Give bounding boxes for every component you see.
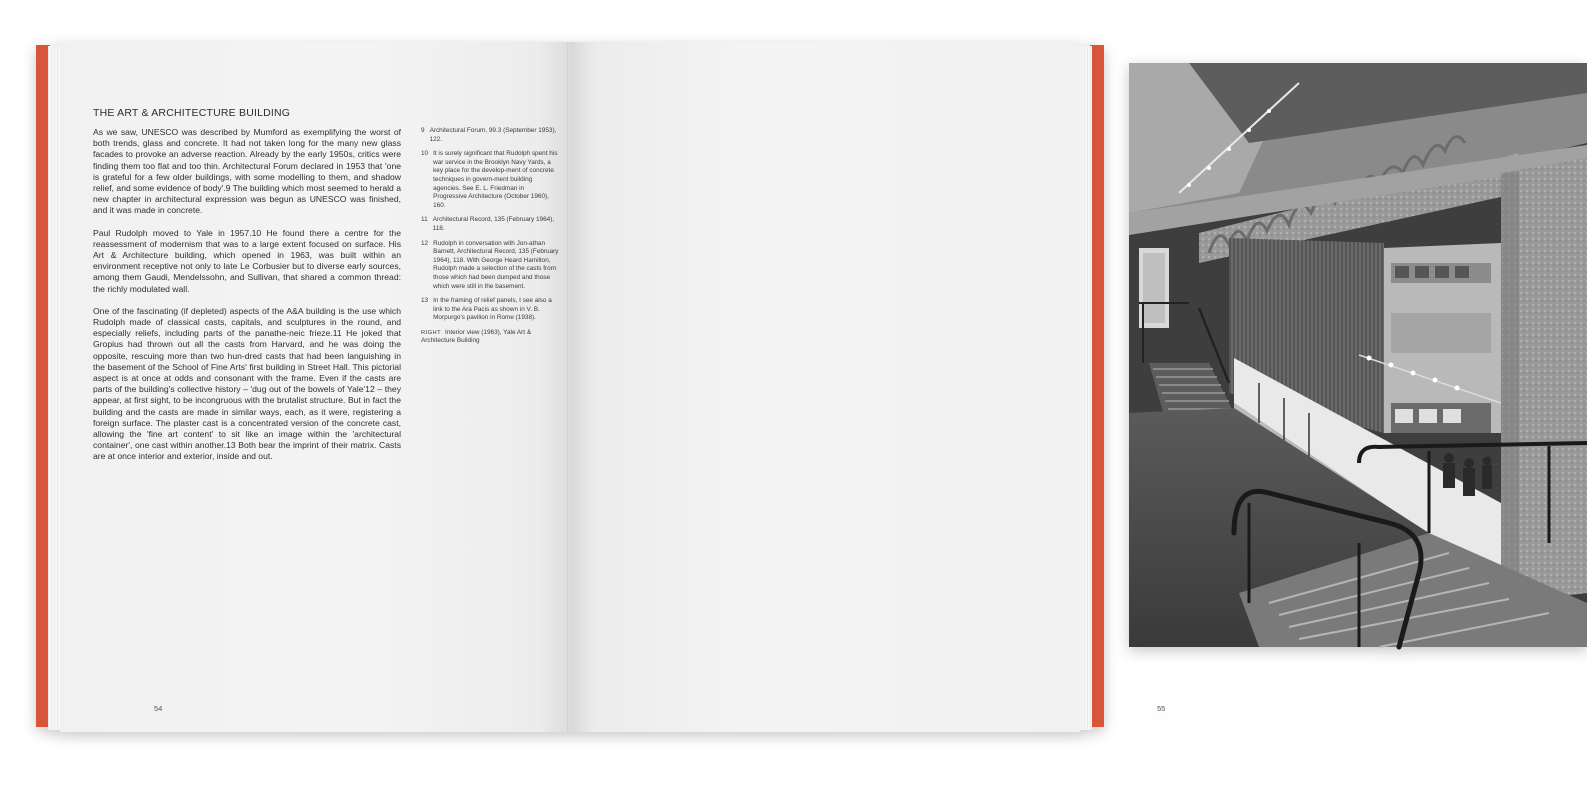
footnote-number: 9 (421, 127, 425, 134)
page-number-right: 55 (1157, 704, 1166, 713)
footnote-text: Architectural Forum, 99.3 (September 1953), 122. (429, 127, 557, 143)
footnote-text: Rudolph in conversation with Jon-athan Barnett, Architectural Record, 135 (February 1964), 118. With George Heard Hamilton, Rudolph made a selection of the casts from those which had been dumped and those which were still in the basement. (433, 239, 559, 290)
book-spread (36, 42, 1166, 734)
footnote-number: 10 (421, 150, 429, 158)
body-paragraph: As we saw, UNESCO was described by Mumford as exemplifying the worst of both trends, glass and concrete. It had not taken long for the many new glass facades to provoke an adverse reaction. Already by the early 1950s, critics were finding them too flat and too thin. Architectural Forum declared in 1953 that 'one is grateful for a few older buildings, with some modelling to them, and shadow relief, and some evidence of body'.9 The building which most seemed to herald a new chapter in architectural expression was begun as UNESCO was finished, and it was made in concrete. (93, 127, 401, 216)
interior-photo-illustration (1129, 63, 1587, 647)
page-number-left: 54 (154, 704, 163, 713)
footnote-text: Architectural Record, 135 (February 1964), 118. (432, 216, 555, 232)
image-caption (421, 329, 559, 346)
book-cover-edge-right (1090, 45, 1104, 727)
caption-text: Interior view (1963), Yale Art & Architecture Building (421, 328, 532, 345)
body-paragraph: One of the fascinating (if depleted) aspects of the A&A building is the use which Rudolph made of classical casts, capitals, and sculptures in the round, and especially reliefs, including parts of the panathe-neic frieze.11 He joked that Gropius had thrown out all the casts from Harvard, and he was doing the opposite, rescuing more than two hun-dred casts that had been languishing in the basement of the School of Fine Arts' first building in Street Hall. This pictorial aspect is at once at odds and consonant with the frame. Even if the casts are parts of the building's collective history – 'dug out of the bowels of Yale'12 – they appear, at first sight, to be incongruous with the brutalist structure. But in fact the building and the casts are made in similar ways, each, as it were, registering a foreign surface. The plaster cast is a concentrated version of the concrete cast, allowing the 'fine art content' to sit like an image within the 'architectural container', one cast within another.13 Both bear the imprint of their matrix. Casts are at once interior and exterior, inside and out. (93, 305, 401, 462)
section-heading: THE ART & ARCHITECTURE BUILDING (93, 107, 291, 119)
footnote-text: It is surely significant that Rudolph spent his war service in the Brooklyn Navy Yards, a key place for the develop-ment of concrete techniques in govern-ment building agencies. See E. L. Friedman in Progressive Architecture (October 1960), 160. (433, 150, 558, 209)
caption-label: RIGHT (421, 329, 442, 336)
footnote (421, 240, 559, 292)
footnote-number: 13 (421, 297, 429, 305)
footnote-text: In the framing of relief panels, I see also a link to the Ara Pacis as shown in V. B. Morpurgo's pavilion in Rome (1938). (433, 297, 552, 322)
body-text (93, 127, 401, 474)
footnote (421, 216, 559, 233)
footnote (421, 127, 559, 144)
footnote-number: 11 (421, 216, 428, 224)
footnote-number: 12 (421, 239, 429, 247)
left-page (60, 42, 570, 732)
right-page (570, 42, 1166, 732)
interior-photo (1129, 63, 1587, 647)
footnote (421, 150, 559, 210)
footnote (421, 297, 559, 323)
footnotes (421, 127, 559, 352)
body-paragraph: Paul Rudolph moved to Yale in 1957.10 He found there a centre for the reassessment of modernism that was to a large extent focused on surface. His Art & Architecture building, which opened in 1963, was built within an environment receptive not only to late Le Corbusier but to diverse early sources, among them Gaudi, Mendelssohn, and Sullivan, that shared a common thread: the richly modulated wall. (93, 227, 401, 294)
